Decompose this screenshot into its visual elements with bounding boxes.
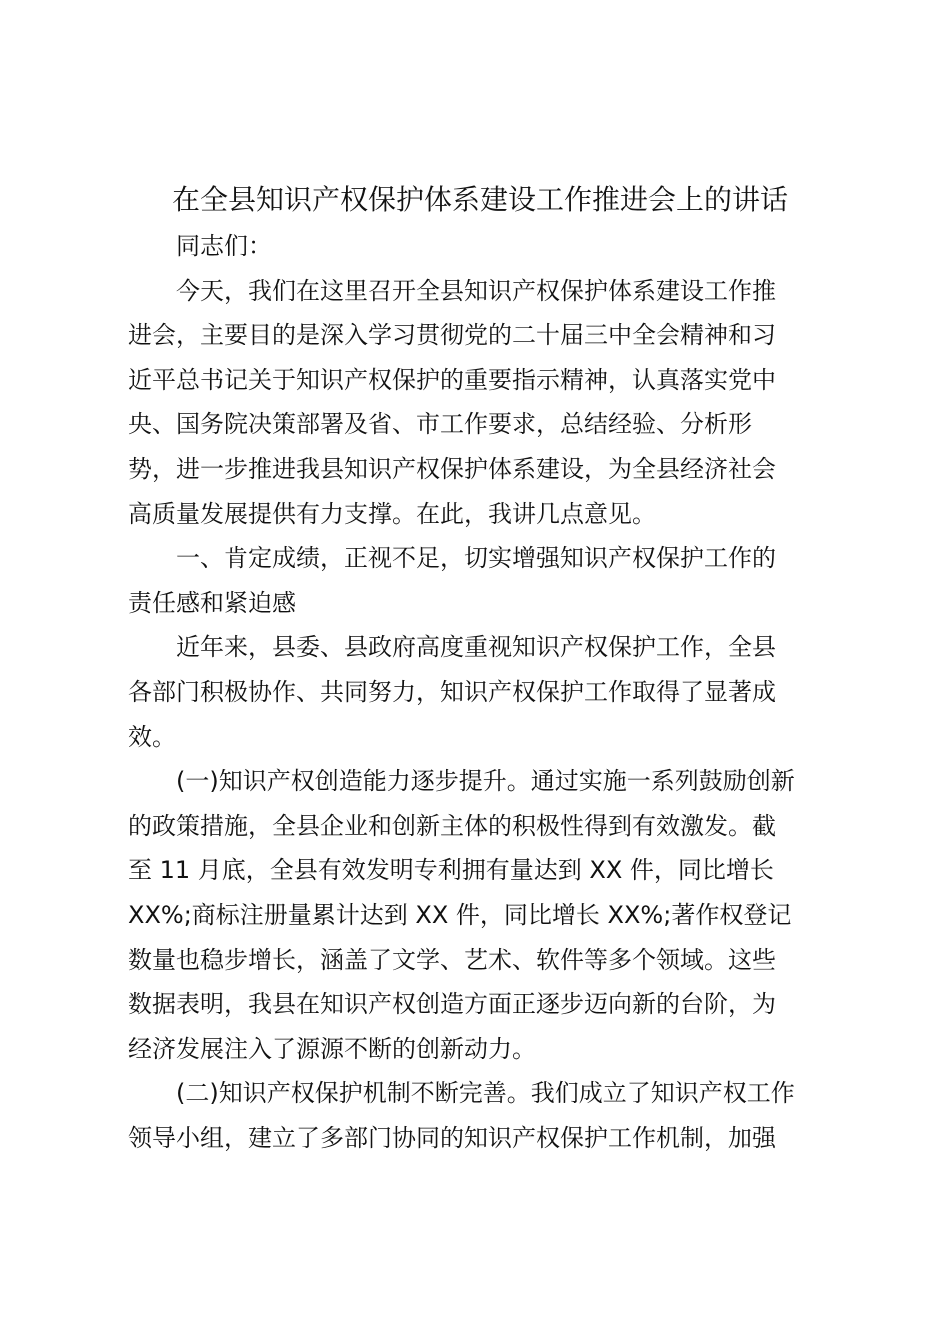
body-line: 经济发展注入了源源不断的创新动力。 <box>128 1034 536 1063</box>
body-line: 领导小组，建立了多部门协同的知识产权保护工作机制，加强 <box>128 1123 776 1152</box>
body-line: 的政策措施，全县企业和创新主体的积极性得到有效激发。截 <box>128 811 776 840</box>
body-line: 同志们： <box>176 232 272 260</box>
body-line: (一)知识产权创造能力逐步提升。通过实施一系列鼓励创新 <box>176 767 795 796</box>
body-line: (二)知识产权保护机制不断完善。我们成立了知识产权工作 <box>176 1079 795 1108</box>
body-line: 效。 <box>128 722 176 751</box>
body-line: 各部门积极协作、共同努力，知识产权保护工作取得了显著成 <box>128 677 776 706</box>
body-line: 至 11 月底，全县有效发明专利拥有量达到 XX 件，同比增长 <box>128 856 774 885</box>
document-title: 在全县知识产权保护体系建设工作推进会上的讲话 <box>171 183 788 216</box>
document-body <box>128 224 828 1160</box>
body-line: 近年来，县委、县政府高度重视知识产权保护工作，全县 <box>176 633 776 662</box>
body-line: 进会，主要目的是深入学习贯彻党的二十届三中全会精神和习 <box>128 321 776 350</box>
body-line: 一、肯定成绩，正视不足，切实增强知识产权保护工作的 <box>176 544 776 573</box>
body-line: XX%;商标注册量累计达到 XX 件，同比增长 XX%;著作权登记 <box>128 900 792 929</box>
body-line: 数据表明，我县在知识产权创造方面正逐步迈向新的台阶，为 <box>128 990 776 1019</box>
body-line: 高质量发展提供有力支撑。在此，我讲几点意见。 <box>128 499 656 528</box>
body-line: 近平总书记关于知识产权保护的重要指示精神，认真落实党中 <box>128 365 776 394</box>
body-line: 央、国务院决策部署及省、市工作要求，总结经验、分析形 <box>128 410 752 439</box>
body-line: 责任感和紧迫感 <box>128 588 296 617</box>
body-line: 今天，我们在这里召开全县知识产权保护体系建设工作推 <box>176 276 776 305</box>
body-line: 势，进一步推进我县知识产权保护体系建设，为全县经济社会 <box>128 454 776 483</box>
body-line: 数量也稳步增长，涵盖了文学、艺术、软件等多个领域。这些 <box>128 945 776 974</box>
